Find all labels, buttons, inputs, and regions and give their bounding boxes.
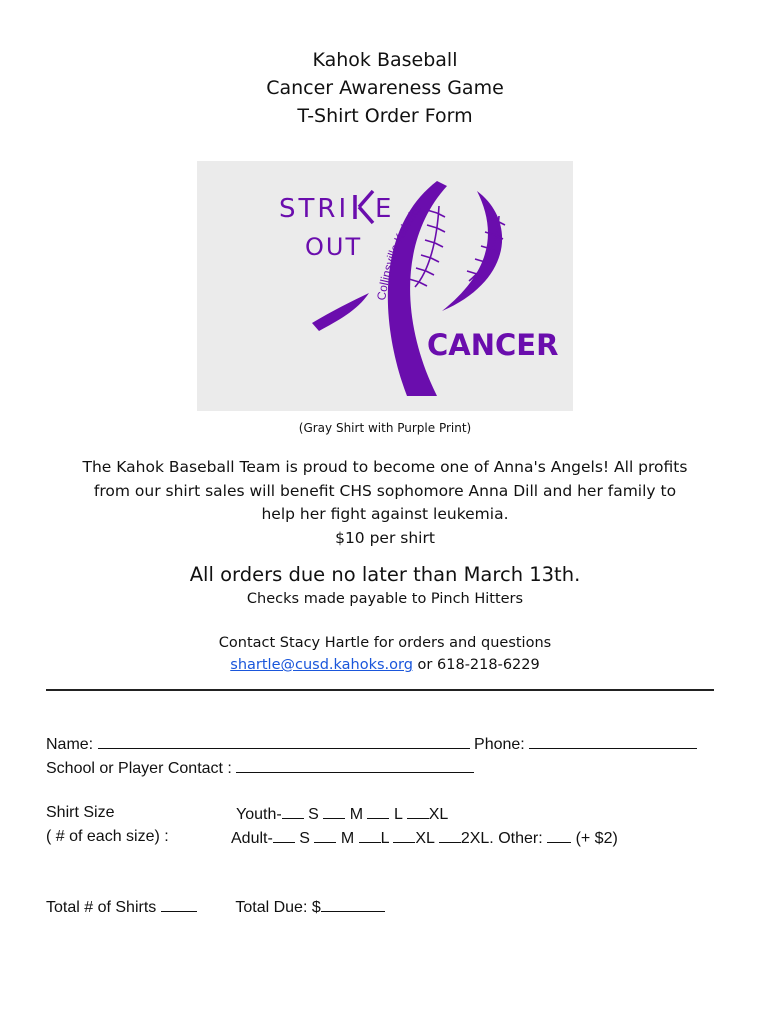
description-line-2: from our shirt sales will benefit CHS sophomore Anna Dill and her family to	[93, 481, 677, 500]
title-line-2: Cancer Awareness Game	[266, 77, 504, 99]
phone-label: Phone:	[474, 736, 525, 753]
youth-xl-label: XL	[428, 806, 449, 823]
logo-k-glyph	[355, 191, 373, 223]
youth-s-label: S	[308, 806, 319, 823]
contact-or: or	[412, 657, 438, 673]
description	[40, 456, 730, 550]
deadline-text: All orders due no later than March 13th.	[189, 563, 581, 586]
contact-info	[0, 632, 770, 676]
strike-out-cancer-logo	[197, 161, 573, 411]
youth-xl-field[interactable]	[407, 804, 429, 819]
contact-email-link[interactable]: shartle@cusd.kahoks.org	[230, 657, 413, 673]
name-label: Name:	[46, 736, 94, 753]
total-due-label: Total Due: $	[235, 899, 321, 916]
divider-line	[46, 689, 714, 691]
youth-l-field[interactable]	[367, 804, 389, 819]
price-text: $10 per shirt	[335, 528, 435, 547]
youth-sizes-row	[236, 804, 448, 824]
adult-l-field[interactable]	[359, 828, 381, 843]
each-size-label: ( # of each size) :	[46, 828, 169, 845]
logo-arc-text: Collinsville Kahoks	[374, 202, 425, 302]
adult-s-label: S	[299, 830, 310, 847]
name-row	[46, 734, 697, 754]
total-due-field[interactable]	[321, 897, 385, 912]
totals-row	[46, 897, 385, 917]
title-line-3: T-Shirt Order Form	[297, 105, 473, 127]
ribbon-left-tail	[312, 293, 369, 331]
contact-details	[0, 654, 770, 676]
logo-strike-text: STRI	[279, 194, 350, 224]
logo-artwork	[197, 161, 573, 411]
total-shirts-field[interactable]	[161, 897, 197, 912]
adult-sizes-row	[231, 828, 618, 848]
adult-2xl-label: 2XL.	[460, 830, 494, 847]
name-field[interactable]	[98, 734, 470, 749]
other-field[interactable]	[547, 828, 571, 843]
youth-m-field[interactable]	[323, 804, 345, 819]
youth-label: Youth-	[236, 806, 282, 823]
phone-field[interactable]	[529, 734, 697, 749]
logo-out-text: OUT	[305, 233, 363, 261]
adult-l-label: L	[380, 830, 389, 847]
extra-cost-label: (+ $2)	[575, 830, 618, 847]
school-field[interactable]	[236, 758, 474, 773]
adult-xl-label: XL	[415, 830, 435, 847]
checks-payable-text: Checks made payable to Pinch Hitters	[246, 591, 524, 607]
adult-xl-field[interactable]	[393, 828, 415, 843]
youth-l-label: L	[393, 806, 403, 823]
school-row	[46, 758, 474, 778]
logo-strike-end: E	[375, 194, 392, 224]
title-line-1: Kahok Baseball	[312, 49, 458, 71]
shirt-caption: (Gray Shirt with Purple Print)	[298, 421, 472, 435]
school-label: School or Player Contact :	[46, 760, 232, 777]
total-shirts-label: Total # of Shirts	[46, 899, 157, 916]
youth-s-field[interactable]	[282, 804, 304, 819]
adult-m-field[interactable]	[314, 828, 336, 843]
other-label: Other:	[498, 830, 543, 847]
logo-cancer-text: CANCER	[427, 328, 559, 362]
adult-label: Adult-	[231, 830, 273, 847]
description-line-1: The Kahok Baseball Team is proud to become one of Anna's Angels! All profits	[82, 458, 688, 476]
description-line-3: help her fight against leukemia.	[261, 505, 509, 523]
shirt-size-label: Shirt Size	[46, 804, 115, 821]
adult-m-label: M	[340, 830, 355, 847]
adult-2xl-field[interactable]	[439, 828, 461, 843]
form-title	[0, 46, 770, 130]
contact-phone: 618-218-6229	[437, 657, 540, 673]
contact-line: Contact Stacy Hartle for orders and questions	[218, 635, 552, 651]
adult-s-field[interactable]	[273, 828, 295, 843]
youth-m-label: M	[349, 806, 364, 823]
ribbon-right-arc	[442, 191, 502, 311]
